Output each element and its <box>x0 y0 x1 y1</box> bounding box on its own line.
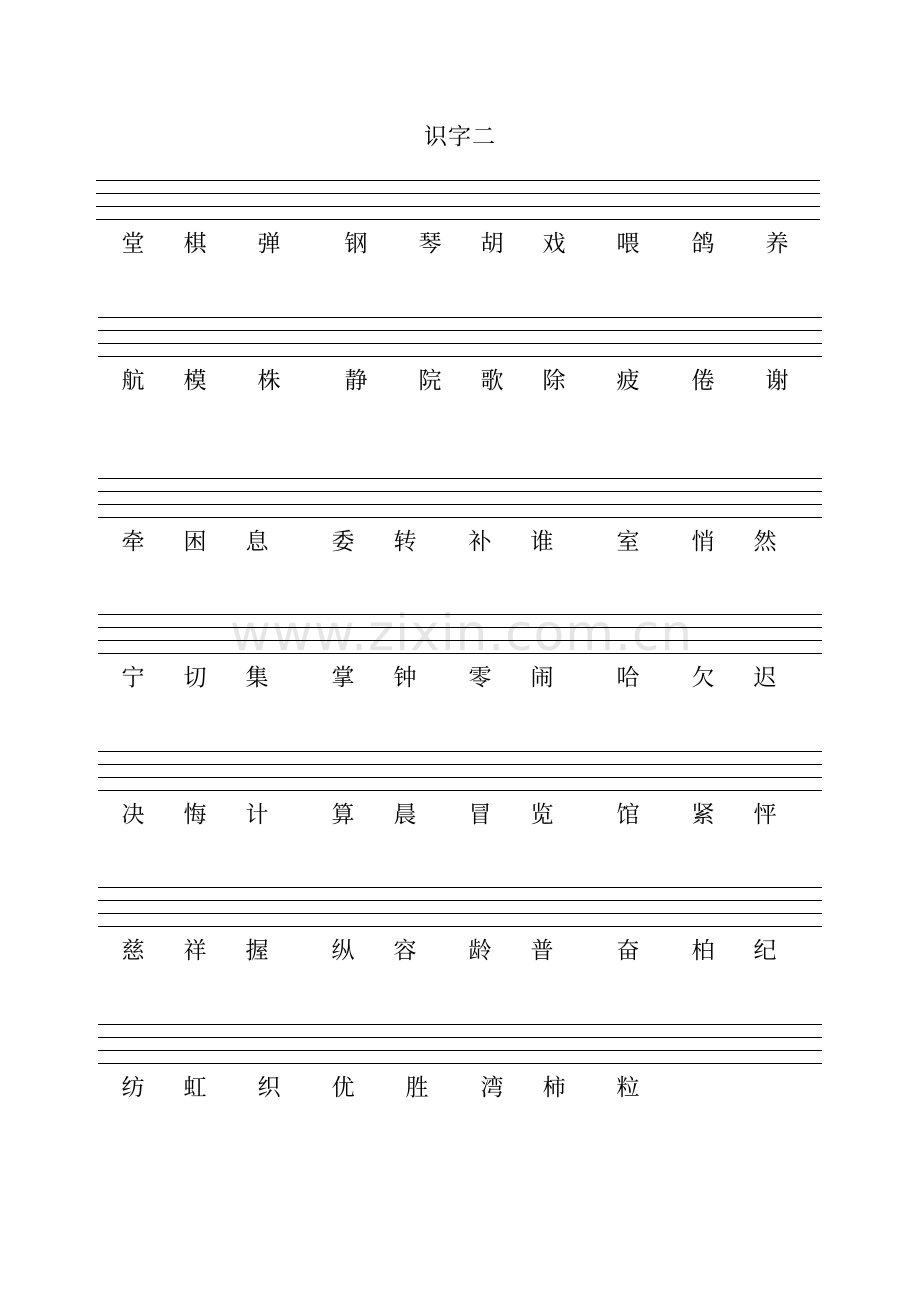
ruled-line <box>98 330 822 331</box>
character: 览 <box>530 802 554 828</box>
character: 粒 <box>616 1075 640 1101</box>
watermark: www.zixin.com.cn <box>230 604 694 662</box>
character: 虹 <box>183 1075 207 1101</box>
character: 琴 <box>418 231 442 257</box>
ruled-line <box>98 1050 822 1051</box>
ruled-line <box>98 343 822 344</box>
character: 歌 <box>480 368 504 394</box>
ruled-line <box>98 504 822 505</box>
character: 纪 <box>753 938 777 964</box>
ruled-line <box>98 790 822 791</box>
character: 馆 <box>616 802 640 828</box>
character: 牵 <box>121 529 145 555</box>
writing-block-1 <box>0 180 920 260</box>
character: 悄 <box>691 529 715 555</box>
character: 欠 <box>691 665 715 691</box>
character: 谢 <box>765 368 789 394</box>
ruled-line <box>98 777 822 778</box>
character: 弹 <box>257 231 281 257</box>
character: 纵 <box>331 938 355 964</box>
character: 握 <box>245 938 269 964</box>
writing-block-2 <box>0 317 920 397</box>
character: 计 <box>245 802 269 828</box>
character: 除 <box>542 368 566 394</box>
ruled-line <box>98 356 822 357</box>
ruled-line <box>98 627 822 628</box>
character: 困 <box>183 529 207 555</box>
character: 慈 <box>121 938 145 964</box>
character: 钢 <box>344 231 368 257</box>
ruled-line <box>98 887 822 888</box>
character: 切 <box>183 665 207 691</box>
character: 湾 <box>480 1075 504 1101</box>
character: 静 <box>344 368 368 394</box>
writing-block-7 <box>0 1024 920 1104</box>
ruled-line <box>98 640 822 641</box>
character: 哈 <box>616 665 640 691</box>
ruled-line <box>98 1063 822 1064</box>
ruled-line <box>98 517 822 518</box>
ruled-line <box>98 926 822 927</box>
ruled-line <box>96 180 820 181</box>
character: 堂 <box>121 231 145 257</box>
character: 戏 <box>542 231 566 257</box>
character: 倦 <box>691 368 715 394</box>
character: 棋 <box>183 231 207 257</box>
ruled-line <box>98 317 822 318</box>
character: 胜 <box>405 1075 429 1101</box>
character: 容 <box>393 938 417 964</box>
character: 宁 <box>121 665 145 691</box>
character: 决 <box>121 802 145 828</box>
character: 普 <box>530 938 554 964</box>
character: 柿 <box>542 1075 566 1101</box>
character: 怦 <box>753 802 777 828</box>
character: 鸽 <box>691 231 715 257</box>
character: 算 <box>331 802 355 828</box>
writing-block-5 <box>0 751 920 831</box>
character: 喂 <box>616 231 640 257</box>
ruled-line <box>98 764 822 765</box>
writing-block-3 <box>0 478 920 558</box>
ruled-line <box>98 751 822 752</box>
worksheet-title: 识字二 <box>424 124 496 150</box>
ruled-line <box>98 1024 822 1025</box>
character: 养 <box>765 231 789 257</box>
character: 胡 <box>480 231 504 257</box>
character: 掌 <box>331 665 355 691</box>
character: 纺 <box>121 1075 145 1101</box>
character: 疲 <box>616 368 640 394</box>
character: 航 <box>121 368 145 394</box>
character: 株 <box>257 368 281 394</box>
writing-block-4 <box>0 614 920 694</box>
character: 晨 <box>393 802 417 828</box>
character: 室 <box>616 529 640 555</box>
character: 悔 <box>183 802 207 828</box>
ruled-line <box>96 219 820 220</box>
ruled-line <box>98 900 822 901</box>
ruled-line <box>98 653 822 654</box>
character: 紧 <box>691 802 715 828</box>
character: 织 <box>257 1075 281 1101</box>
ruled-line <box>98 491 822 492</box>
character: 柏 <box>691 938 715 964</box>
character: 零 <box>468 665 492 691</box>
character: 钟 <box>393 665 417 691</box>
ruled-line <box>98 614 822 615</box>
character: 闹 <box>530 665 554 691</box>
character: 息 <box>245 529 269 555</box>
character: 补 <box>468 529 492 555</box>
ruled-line <box>98 1037 822 1038</box>
ruled-line <box>96 206 820 207</box>
character: 龄 <box>468 938 492 964</box>
ruled-line <box>98 478 822 479</box>
ruled-line <box>98 913 822 914</box>
ruled-line <box>96 193 820 194</box>
character: 转 <box>393 529 417 555</box>
character: 迟 <box>753 665 777 691</box>
character: 委 <box>331 529 355 555</box>
character: 谁 <box>530 529 554 555</box>
character: 奋 <box>616 938 640 964</box>
character: 模 <box>183 368 207 394</box>
character: 祥 <box>183 938 207 964</box>
character: 然 <box>753 529 777 555</box>
character: 冒 <box>468 802 492 828</box>
character: 院 <box>418 368 442 394</box>
writing-block-6 <box>0 887 920 967</box>
character: 集 <box>245 665 269 691</box>
character: 优 <box>331 1075 355 1101</box>
